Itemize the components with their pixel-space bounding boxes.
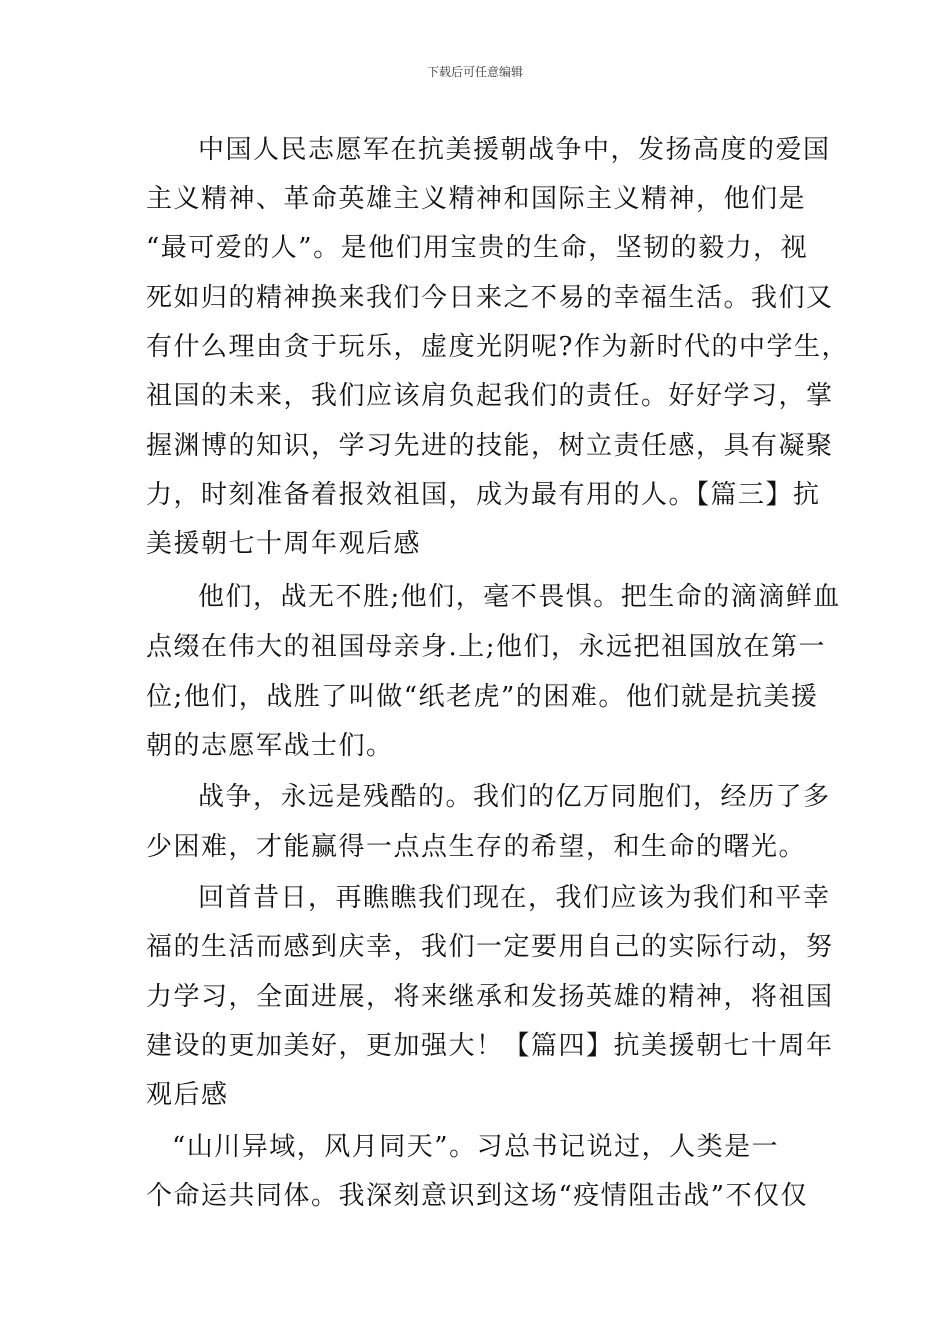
text-line: 建设的更加美好，更加强大！【篇四】抗美援朝七十周年: [146, 1031, 834, 1061]
text-line: 力学习，全面进展，将来继承和发扬英雄的精神，将祖国: [146, 982, 834, 1012]
text-line: 观后感: [146, 1080, 229, 1110]
text-line: “山川异域，风月同天”。习总书记说过，人类是一: [172, 1132, 780, 1162]
text-line: 力，时刻准备着报效祖国，成为最有用的人。【篇三】抗: [146, 480, 821, 510]
text-line: 战争，永远是残酷的。我们的亿万同胞们，经历了多: [198, 782, 831, 812]
text-line: 福的生活而感到庆幸，我们一定要用自己的实际行动，努: [146, 932, 834, 962]
text-line: “最可爱的人”。是他们用宝贵的生命，坚韧的毅力，视: [146, 233, 809, 263]
text-line: 回首昔日，再瞧瞧我们现在，我们应该为我们和平幸: [198, 883, 831, 913]
text-line: 祖国的未来，我们应该肩负起我们的责任。好好学习，掌: [146, 381, 834, 411]
text-line: 少困难，才能赢得一点点生存的希望，和生命的曙光。: [146, 832, 807, 862]
text-line: 他们，战无不胜;他们，毫不畏惧。把生命的滴滴鲜血: [198, 582, 841, 612]
text-line: 主义精神、革命英雄主义精神和国际主义精神，他们是: [146, 184, 807, 214]
text-line: 朝的志愿军战士们。: [146, 731, 394, 761]
text-line: 死如归的精神换来我们今日来之不易的幸福生活。我们又: [146, 283, 834, 313]
text-line: 个命运共同体。我深刻意识到这场“疫情阻击战”不仅仅: [146, 1181, 809, 1211]
text-line: 握渊博的知识，学习先进的技能，树立责任感，具有凝聚: [146, 431, 834, 461]
text-line: 中国人民志愿军在抗美援朝战争中，发扬高度的爱国: [198, 135, 831, 165]
text-line: 位;他们，战胜了叫做“纸老虎”的困难。他们就是抗美援: [146, 682, 819, 712]
text-line: 有什么理由贪于玩乐，虚度光阴呢?作为新时代的中学生，: [146, 332, 849, 362]
text-line: 美援朝七十周年观后感: [146, 529, 422, 559]
text-line: 点缀在伟大的祖国母亲身.上;他们，永远把祖国放在第一: [146, 632, 827, 662]
page-header: 下载后可任意编辑: [426, 65, 523, 79]
